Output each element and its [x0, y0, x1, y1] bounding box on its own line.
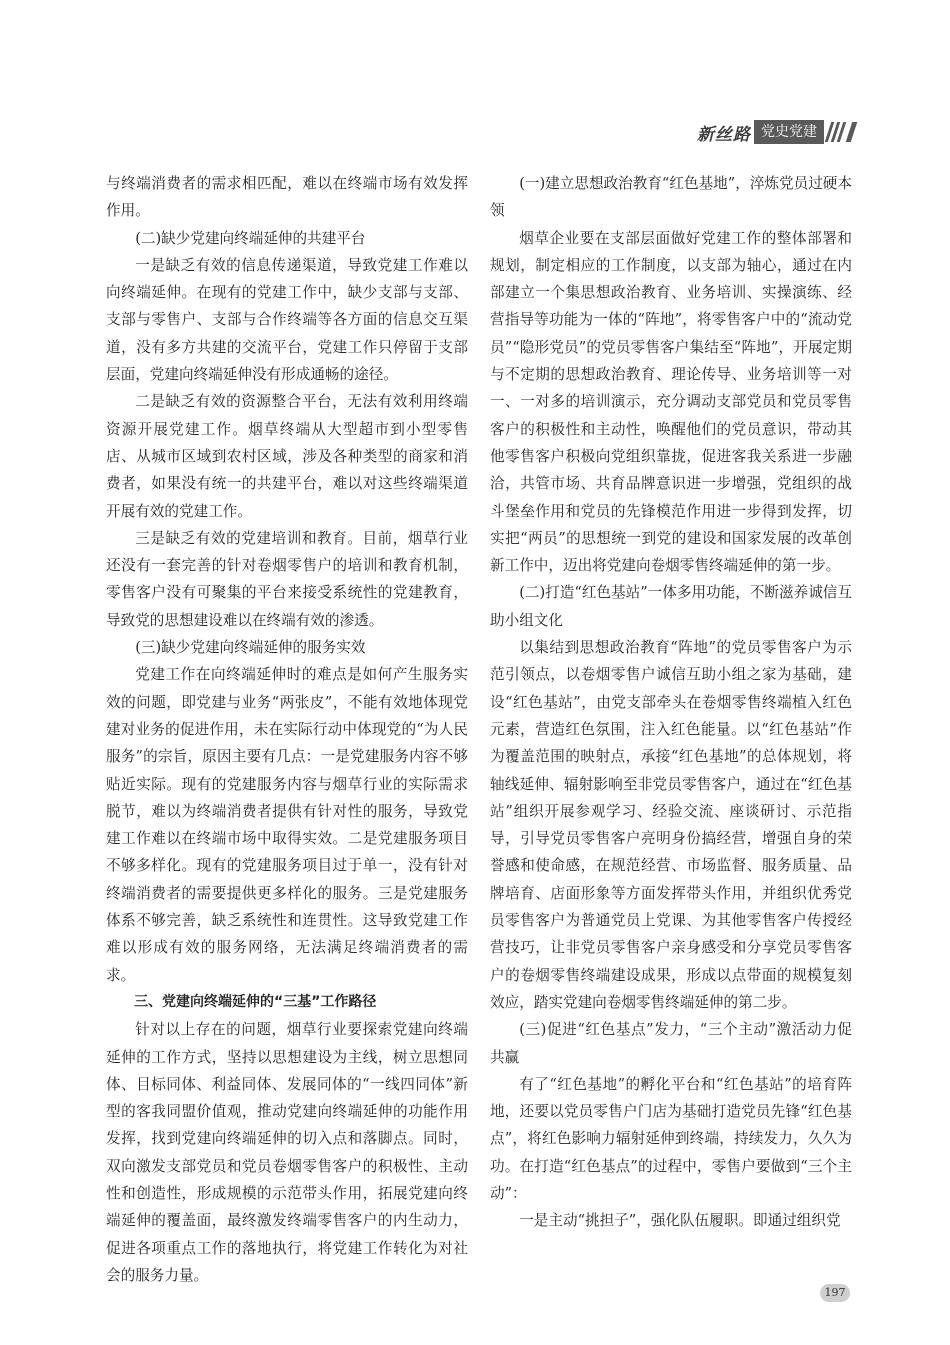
subheading: (三)促进“红色基点”发力，“三个主动”激活动力促共赢 — [490, 1021, 852, 1066]
paragraph: 党建工作在向终端延伸时的难点是如何产生服务实效的问题，即党建与业务“两张皮”，不能有效地体现党建对业务的促进作用，未在实际行动中体现党的“为人民服务”的宗旨，原因主要有几点：一是党建服务内容不够贴近实际。现有的党建服务内容与烟草行业的实际需求脱节，难以为终端消费者提供有针对性的服务，导致党建工作难以在终端市场中取得实效。二是党建服务项目不够多样化。现有的党建服务项目过于单一，没有针对终端消费者的需要提供更多样化的服务。三是党建服务体系不够完善，缺乏系统性和连贯性。这导致党建工作难以形成有效的服务网络，无法满足终端消费者的需求。 — [106, 666, 468, 984]
paragraph: 烟草企业要在支部层面做好党建工作的整体部署和规划，制定相应的工作制度，以支部为轴心，通过在内部建立一个集思想政治教育、业务培训、实操演练、经营指导等功能为一体的“阵地”，将零售客户中的“流动党员”“隐形党员”的党员零售客户集结至“阵地”，开展定期与不定期的思想政治教育、理论传导、业务培训等一对一、一对多的培训演示，充分调动支部党员和党员零售客户的积极性和主动性，唤醒他们的党员意识，带动其他零售客户积极向党组织靠拢，促进客我关系进一步融洽，共管市场、共育品牌意识进一步增强，党组织的战斗堡垒作用和党员的先锋模范作用进一步得到发挥，切实把“两员”的思想统一到党的建设和国家发展的改革创新工作中，迈出将党建向卷烟零售终端延伸的第一步。 — [490, 229, 852, 575]
section-heading: 三、党建向终端延伸的“三基”工作路径 — [134, 993, 377, 1010]
decorative-slashes — [828, 122, 854, 142]
paragraph: 与终端消费者的需求相匹配，难以在终端市场有效发挥作用。 — [106, 175, 468, 220]
page-number: 197 — [820, 1284, 850, 1302]
left-column — [106, 170, 468, 1289]
paragraph: 三是缺乏有效的党建培训和教育。目前，烟草行业还没有一套完善的针对卷烟零售户的培训和教育机制，零售客户没有可聚集的平台来接受系统性的党建教育，导致党的思想建设难以在终端有效的渗透。 — [106, 529, 468, 629]
brand-logo: 新丝路 — [697, 124, 751, 145]
subheading: (一)建立思想政治教育“红色基地”，淬炼党员过硬本领 — [490, 175, 852, 220]
paragraph: 一是主动“挑担子”，强化队伍履职。即通过组织党 — [519, 1212, 841, 1230]
paragraph: 有了“红色基地”的孵化平台和“红色基站”的培育阵地，还要以党员零售户门店为基础打造党员先锋“红色基点”，将红色影响力辐射延伸到终端，持续发力，久久为功。在打造“红色基点”的过程中，零售户要做到“三个主动”： — [490, 1075, 852, 1202]
subheading: (三)缺少党建向终端延伸的服务实效 — [135, 639, 366, 657]
page-header — [697, 120, 854, 144]
right-column — [490, 170, 852, 1235]
subheading: (二)打造“红色基站”一体多用功能，不断滋养诚信互助小组文化 — [490, 584, 852, 629]
paragraph: 二是缺乏有效的资源整合平台，无法有效利用终端资源开展党建工作。烟草终端从大型超市到小型零售店、从城市区域到农村区域，涉及各种类型的商家和消费者，如果没有统一的共建平台，难以对这些终端渠道开展有效的党建工作。 — [106, 393, 468, 520]
subheading: (二)缺少党建向终端延伸的共建平台 — [135, 229, 366, 247]
paragraph: 一是缺乏有效的信息传递渠道，导致党建工作难以向终端延伸。在现有的党建工作中，缺少支部与支部、支部与零售户、支部与合作终端等各方面的信息交互渠道，没有多方共建的交流平台，党建工作只停留于支部层面，党建向终端延伸没有形成通畅的途径。 — [106, 256, 468, 384]
section-label: 党史党建 — [754, 120, 824, 144]
paragraph: 针对以上存在的问题，烟草行业要探索党建向终端延伸的工作方式，坚持以思想建设为主线，树立思想同体、目标同体、利益同体、发展同体的“一线四同体”新型的客我同盟价值观，推动党建向终端延伸的功能作用发挥，找到党建向终端延伸的切入点和落脚点。同时，双向激发支部党员和党员卷烟零售客户的积极性、主动性和创造性，形成规模的示范带头作用，拓展党建向终端延伸的覆盖面，最终激发终端零售客户的内生动力，促进各项重点工作的落地执行，将党建工作转化为对社会的服务力量。 — [106, 1021, 468, 1284]
paragraph: 以集结到思想政治教育“阵地”的党员零售客户为示范引领点，以卷烟零售户诚信互助小组之家为基础，建设“红色基站”，由党支部牵头在卷烟零售终端植入红色元素，营造红色氛围，注入红色能量。以“红色基站”作为覆盖范围的映射点，承接“红色基地”的总体规划，将轴线延伸、辐射影响至非党员零售客户，通过在“红色基站”组织开展参观学习、经验交流、座谈研讨、示范指导，引导党员零售客户亮明身份搞经营，增强自身的荣誉感和使命感，在规范经营、市场监督、服务质量、品牌培育、店面形象等方面发挥带头作用，并组织优秀党员零售客户为普通党员上党课、为其他零售客户传授经营技巧，让非党员零售客户亲身感受和分享党员零售客户的卷烟零售终端建设成果，形成以点带面的规模复刻效应，踏实党建向卷烟零售终端延伸的第二步。 — [490, 639, 852, 1011]
